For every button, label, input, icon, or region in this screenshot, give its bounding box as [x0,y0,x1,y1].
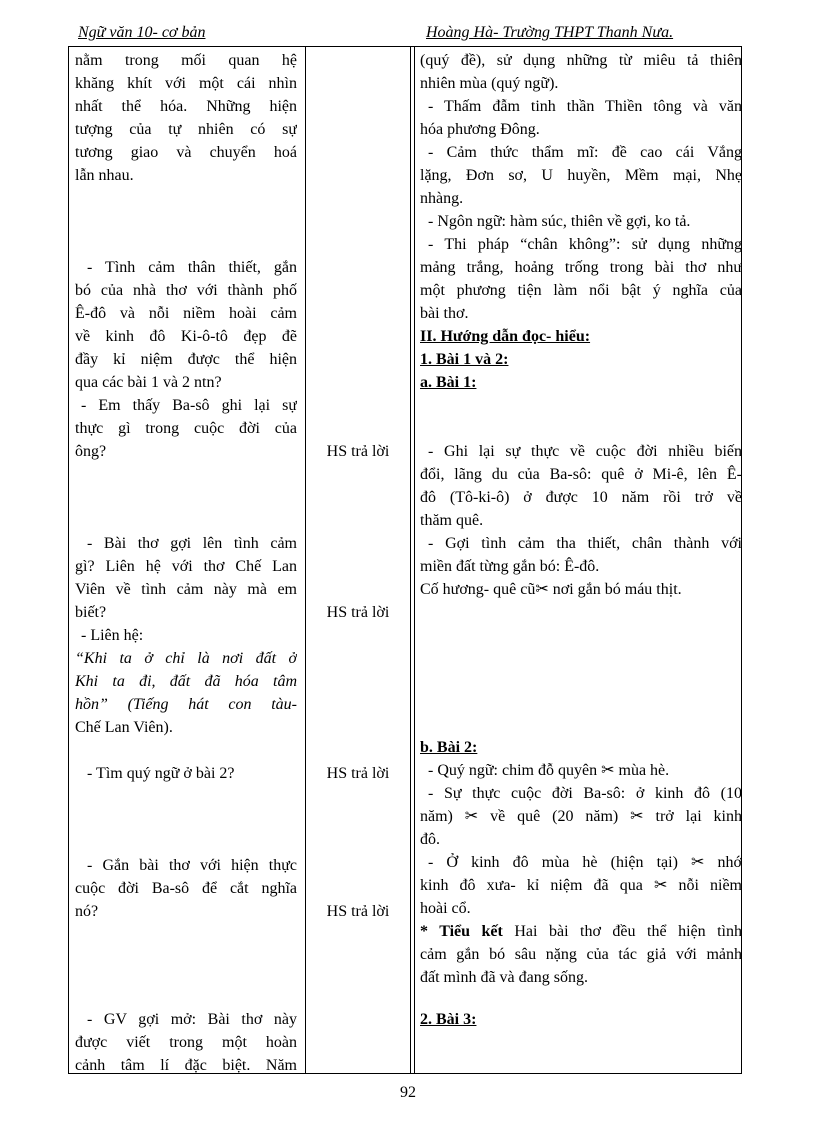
bullet-item: - Thấm đẫm tinh thần Thiền tông và văn [428,98,742,115]
text-line: đổi, lãng du của Ba-sô: quê ở Mi-ê, lên Ê- [420,466,742,483]
text-line: đô (Tô-ki-ô) ở được 10 năm rồi trở về [420,489,742,506]
text-line: đầy kỉ niệm được thể hiện [75,351,297,368]
bullet-item: - Sự thực cuộc đời Ba-sô: ở kinh đô (10 [428,785,742,802]
student-activity-column [306,47,410,1073]
bullet-item: - Ghi lại sự thực về cuộc đời nhiều biến [428,443,742,460]
text-line: Chế Lan Viên). [75,719,173,736]
bullet-item: - Thi pháp “chân không”: sử dụng những [428,236,742,253]
summary-text: Hai bài thơ đều thể hiện tình [514,923,742,940]
text-line: thực gì trong cuộc đời của [75,420,297,437]
text-line: một phương tiện làm nổi bật ý nghĩa của [420,282,742,299]
text-line: lẫn nhau. [75,167,134,184]
question: - GV gợi mở: Bài thơ này [87,1011,297,1028]
question: - Liên hệ: [81,627,144,644]
poem-quote: Khi ta đi, đất đã hóa tâm [75,673,297,690]
student-answer: HS trả lời [326,903,390,920]
text-line: đô. [420,831,440,848]
section-heading: II. Hướng dẫn đọc- hiểu: [420,328,591,345]
header-book-title: Ngữ văn 10- cơ bản [78,24,206,41]
text-line: ông? [75,443,107,460]
text-line: nhàng. [420,190,464,207]
text-line: cảm gắn bó sâu nặng của tác giả với mảnh [420,946,742,963]
text-line: tượng của tự nhiên có sự [75,121,297,138]
bullet-item: - Quý ngữ: chim đỗ quyên ✂ mùa hè. [428,762,670,779]
page-number: 92 [400,1084,416,1101]
column-divider [410,47,411,1073]
text-line: kinh đô xưa- kỉ niệm đã qua ✂ nỗi niềm [420,877,742,894]
text-line: (quý đề), sử dụng những từ miêu tả thiên [420,52,742,69]
bullet-item: - Ngôn ngữ: hàm súc, thiên về gợi, ko tả. [428,213,691,230]
text-line: về kinh đô Ki-ô-tô đẹp đẽ [75,328,297,345]
subsection-heading: 1. Bài 1 và 2: [420,351,509,368]
text-line: nó? [75,903,99,920]
text-line: nhiên mùa (quý ngữ). [420,75,559,92]
text-line: thăm quê. [420,512,484,529]
text-line: bài thơ. [420,305,469,322]
text-line: được viết trong một hoàn [75,1034,297,1051]
page-header [72,22,742,48]
text-line: nhất thể hóa. Những hiện [75,98,297,115]
question: - Tình cảm thân thiết, gắn [87,259,297,276]
content-column [415,47,742,1073]
lesson-table [68,46,742,1074]
poem-quote: hồn” (Tiếng hát con tàu- [75,696,297,713]
text-line: gì? Liên hệ với thơ Chế Lan [75,558,297,575]
subsection-heading: a. Bài 1: [420,374,477,391]
student-answer: HS trả lời [326,443,390,460]
student-answer: HS trả lời [326,765,390,782]
header-author: Hoàng Hà- Trường THPT Thanh Nưa. [426,24,674,41]
text-line: năm) ✂ về quê (20 năm) ✂ trở lại kinh [420,808,742,825]
text-line: mảng trắng, hoảng trống trong bài thơ như [420,259,742,276]
text-line: lặng, Đơn sơ, U huyền, Mềm mại, Nhẹ [420,167,742,184]
text-line: miền đất từng gắn bó: Ê-đô. [420,558,600,575]
subsection-heading: b. Bài 2: [420,739,478,756]
poem-quote: “Khi ta ở chỉ là nơi đất ở [75,650,297,667]
subsection-heading: 2. Bài 3: [420,1011,477,1028]
text-line: Cố hương- quê cũ✂ nơi gắn bó máu thịt. [420,581,682,598]
text-line: cảnh tâm lí đặc biệt. Năm [75,1057,297,1073]
text-line: bó của nhà thơ với thành phố [75,282,297,299]
text-line: hóa phương Đông. [420,121,540,138]
text-line: Viên về tình cảm này mà em [75,581,297,598]
question: - Em thấy Ba-sô ghi lại sự [81,397,297,414]
question: - Tìm quý ngữ ở bài 2? [87,765,235,782]
question: - Gắn bài thơ với hiện thực [87,857,297,874]
text-line: khăng khít với một cái nhìn [75,75,297,92]
text-line: Ê-đô và nỗi niềm hoài cảm [75,305,297,322]
bullet-item: - Gợi tình cảm tha thiết, chân thành với [428,535,742,552]
text-line: cuộc đời Ba-sô để cắt nghĩa [75,880,297,897]
summary-line [420,920,742,943]
text-line: đất mình đã và đang sống. [420,969,588,986]
text-line: qua các bài 1 và 2 ntn? [75,374,222,391]
summary-label: * Tiểu kết [420,923,503,940]
text-line: hoài cổ. [420,900,471,917]
text-line: tương giao và chuyển hoá [75,144,297,161]
student-answer: HS trả lời [326,604,390,621]
question: - Bài thơ gợi lên tình cảm [87,535,297,552]
bullet-item: - Cảm thức thẩm mĩ: đề cao cái Vắng [428,144,742,161]
bullet-item: - Ở kinh đô mùa hè (hiện tại) ✂ nhớ [428,854,742,871]
text-line: nằm trong mối quan hệ [75,52,297,69]
teacher-activity-column [69,47,305,1073]
text-line: biết? [75,604,107,621]
